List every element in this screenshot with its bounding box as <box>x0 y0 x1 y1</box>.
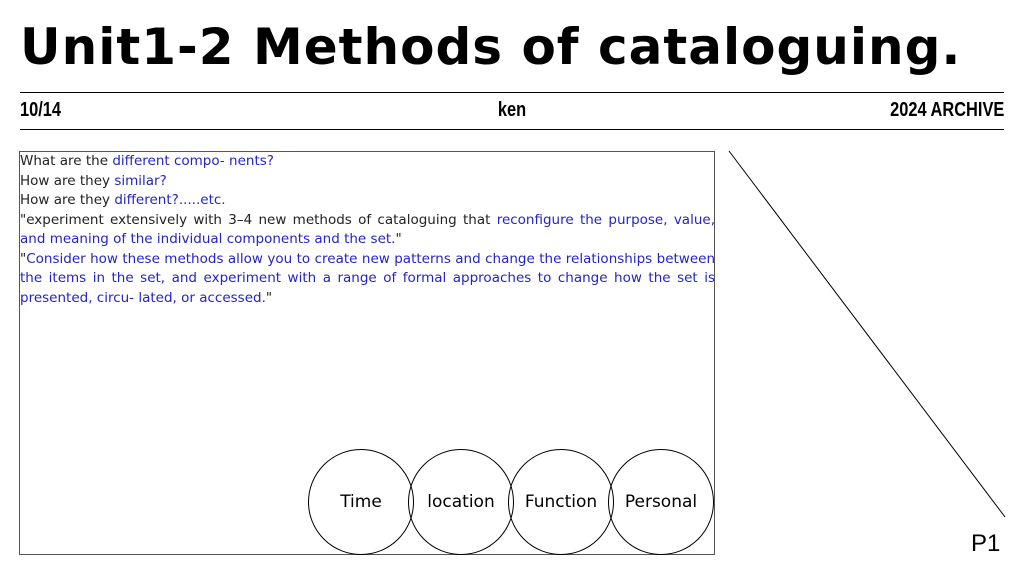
date-label: 10/14 <box>20 99 62 121</box>
question-line-1 <box>20 152 715 172</box>
quote-close: " <box>265 289 273 306</box>
question-text: What are the <box>20 153 113 169</box>
circle-time: Time <box>308 449 414 555</box>
question-highlight: different?.....etc. <box>114 192 226 208</box>
question-line-3 <box>20 191 715 211</box>
circle-function: Function <box>508 449 614 555</box>
quote-text: "experiment extensively with 3–4 new methods of cataloguing that <box>20 211 497 228</box>
question-highlight: similar? <box>114 172 167 189</box>
quote-2 <box>20 250 715 309</box>
question-highlight: different compo- nents? <box>112 153 274 169</box>
header-bottom-rule <box>20 129 1004 130</box>
circle-personal: Personal <box>608 449 714 555</box>
author-label: ken <box>497 99 527 121</box>
quote-close: " <box>395 231 402 247</box>
archive-label: 2024 ARCHIVE <box>889 99 1004 121</box>
content-text <box>20 152 715 308</box>
page-title: Unit1-2 Methods of cataloguing. <box>20 18 962 76</box>
circle-location: location <box>408 449 514 555</box>
page-number: P1 <box>971 530 1001 557</box>
quote-open: " <box>20 250 27 267</box>
quote-highlight: reconfigure the purpose, value, and meaning of the individual components and the set. <box>20 211 715 247</box>
question-text: How are they <box>20 172 115 189</box>
question-text: How are they <box>20 192 115 208</box>
quote-highlight: Consider how these methods allow you to create new patterns and change the relationships between the items in the set, and experiment with a range of formal approaches to change how the set is presented, circu- lated, or accessed. <box>20 250 715 306</box>
header-top-rule <box>20 92 1004 93</box>
quote-1 <box>20 211 715 250</box>
question-line-2 <box>20 172 715 192</box>
